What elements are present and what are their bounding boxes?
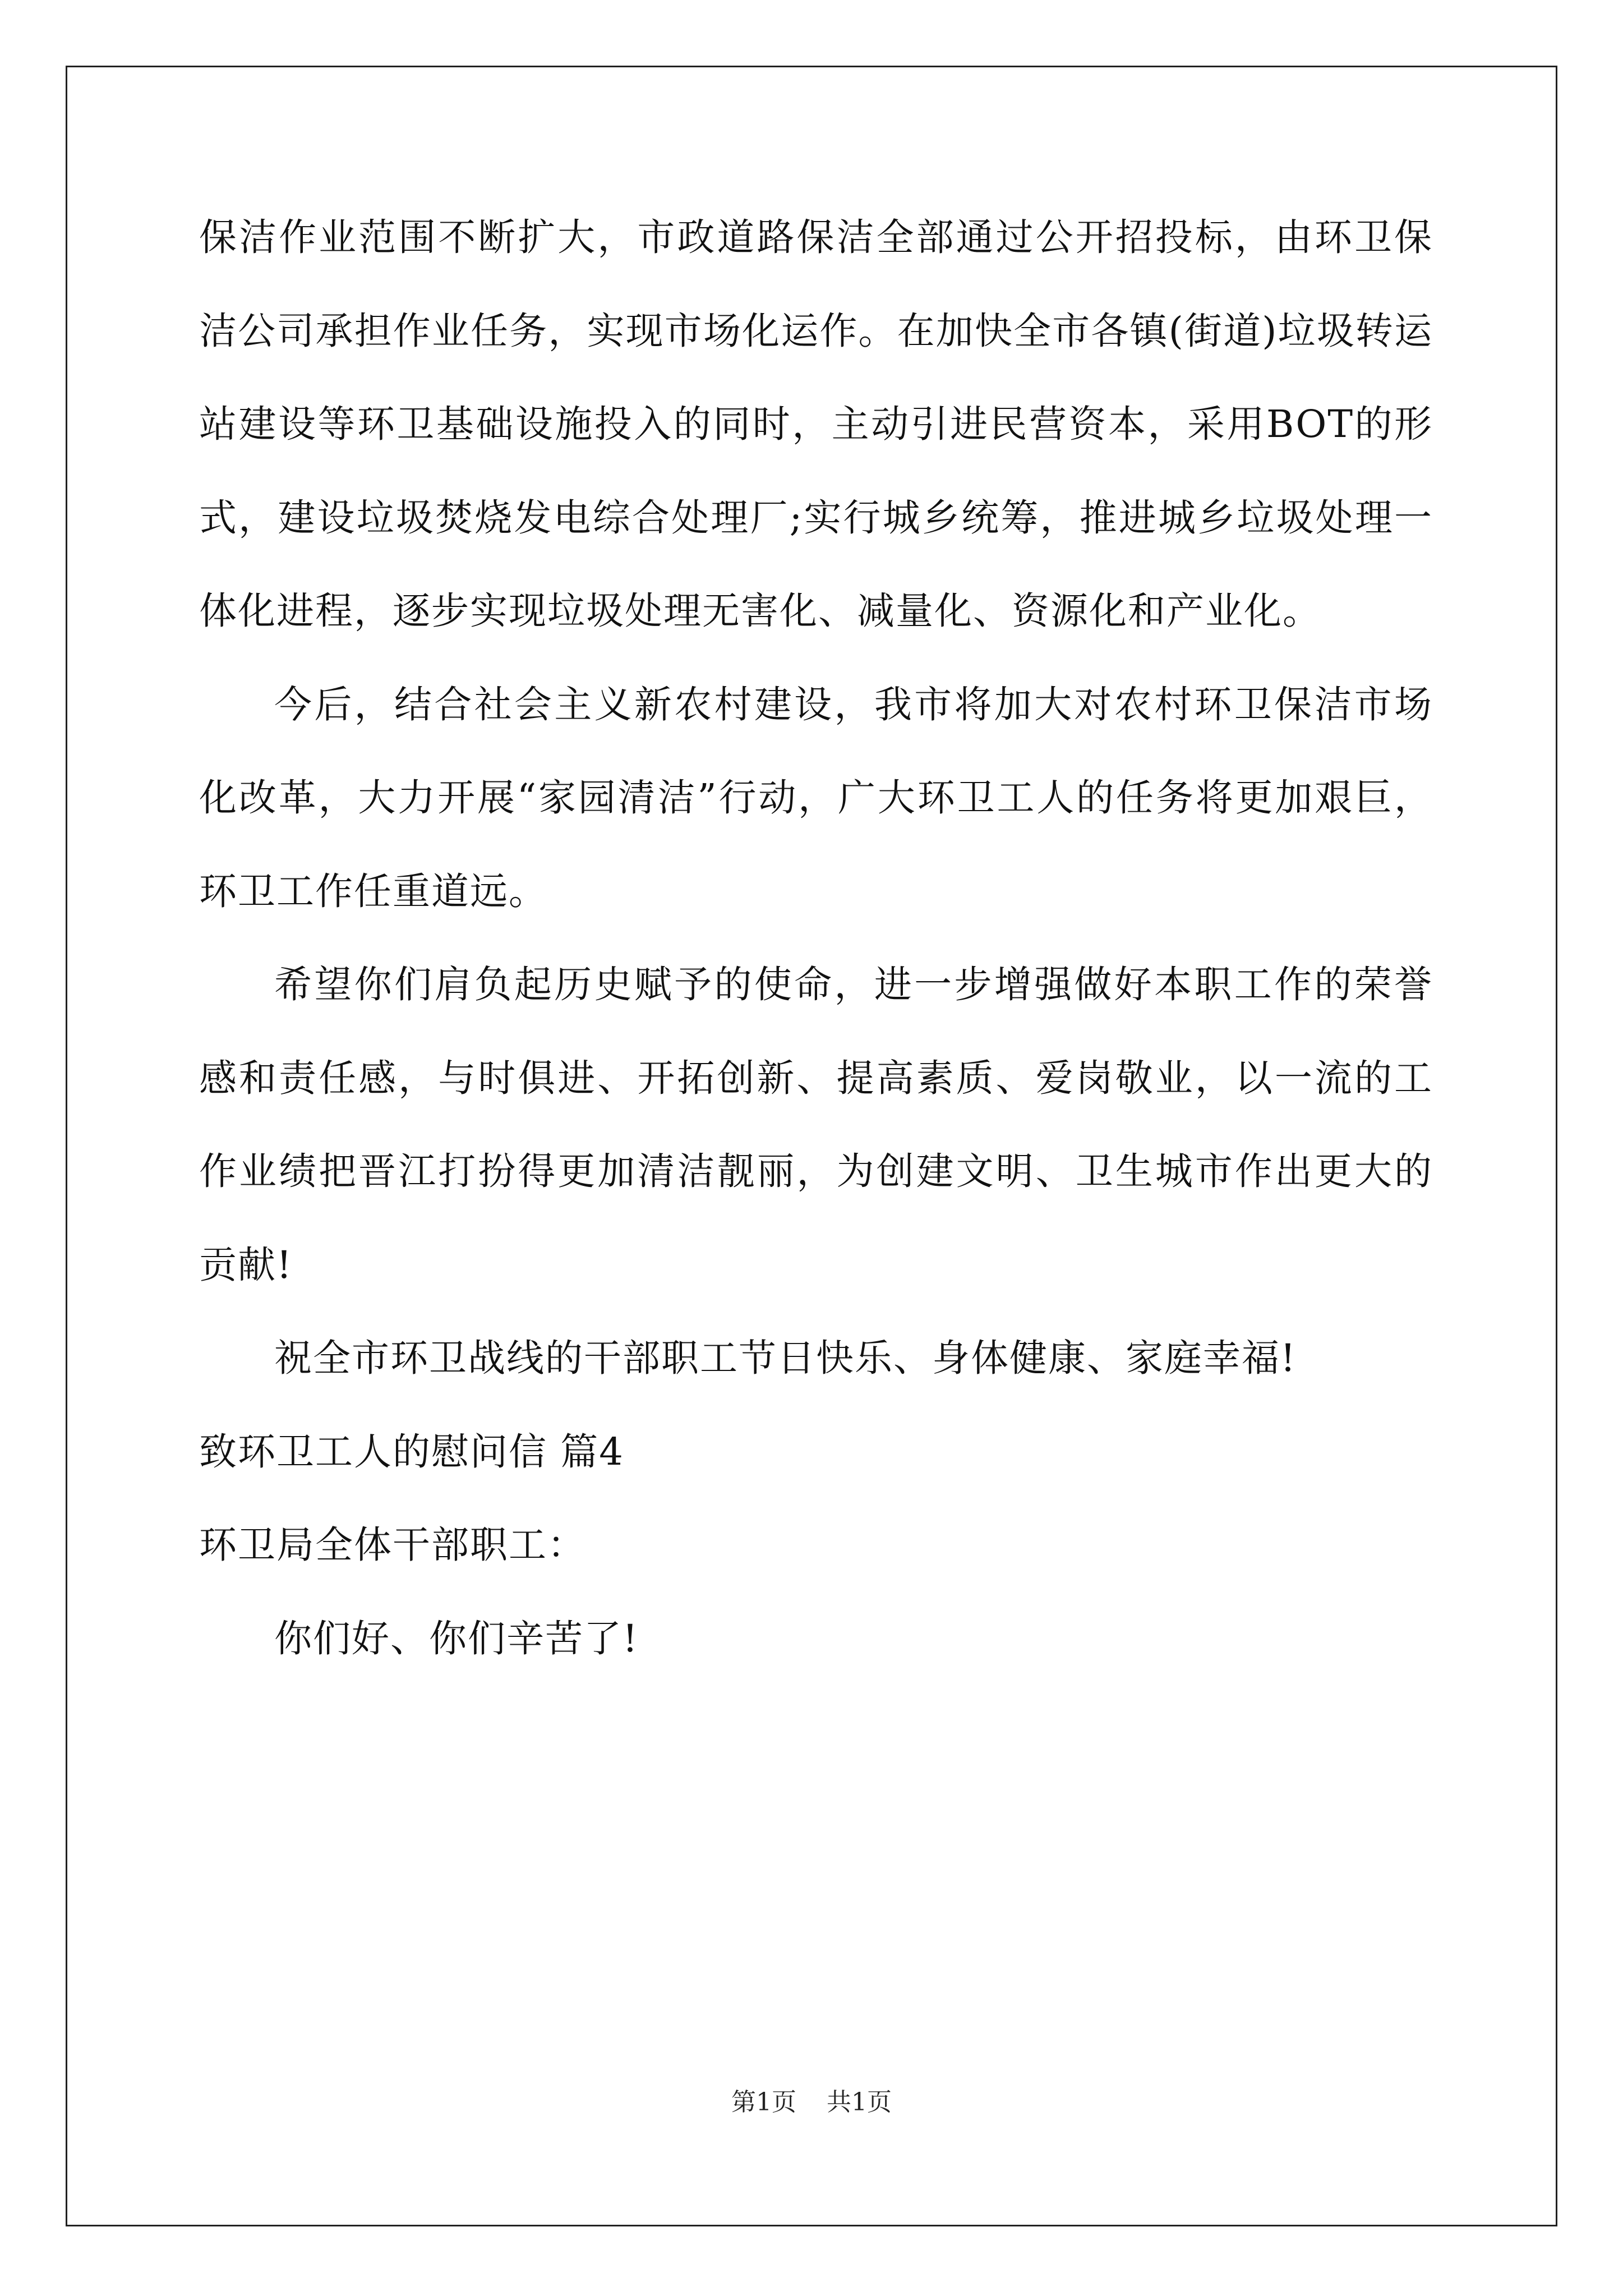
page-number-total: 共1页: [827, 2088, 892, 2116]
page-number-current: 第1页: [731, 2088, 796, 2116]
document-body: [199, 191, 1433, 1685]
salutation: 环卫局全体干部职工：: [199, 1523, 586, 1567]
paragraph-4: 祝全市环卫战线的干部职工节日快乐、身体健康、家庭幸福!: [274, 1336, 1297, 1380]
paragraph-3: 希望你们肩负起历史赋予的使命，进一步增强做好本职工作的荣誉感和责任感，与时俱进、开拓创新、提高素质、爱岗敬业，以一流的工作业绩把晋江打扮得更加清洁靓丽，为创建文明、卫生城市作出更大的贡献!: [199, 963, 1433, 1287]
paragraph-1: 保洁作业范围不断扩大，市政道路保洁全部通过公开招投标，由环卫保洁公司承担作业任务，实现市场化运作。在加快全市各镇(街道)垃圾转运站建设等环卫基础设施投入的同时，主动引进民营资本，采用BOT的形式，建设垃圾焚烧发电综合处理厂;实行城乡统筹，推进城乡垃圾处理一体化进程，逐步实现垃圾处理无害化、减量化、资源化和产业化。: [199, 215, 1433, 633]
greeting: 你们好、你们辛苦了!: [274, 1616, 639, 1660]
section-heading: 致环卫工人的慰问信 篇4: [199, 1429, 624, 1474]
paragraph-2: 今后，结合社会主义新农村建设，我市将加大对农村环卫保洁市场化改革，大力开展“家园清洁”行动，广大环卫工人的任务将更加艰巨，环卫工作任重道远。: [199, 682, 1433, 913]
page-footer: [0, 2086, 1623, 2119]
